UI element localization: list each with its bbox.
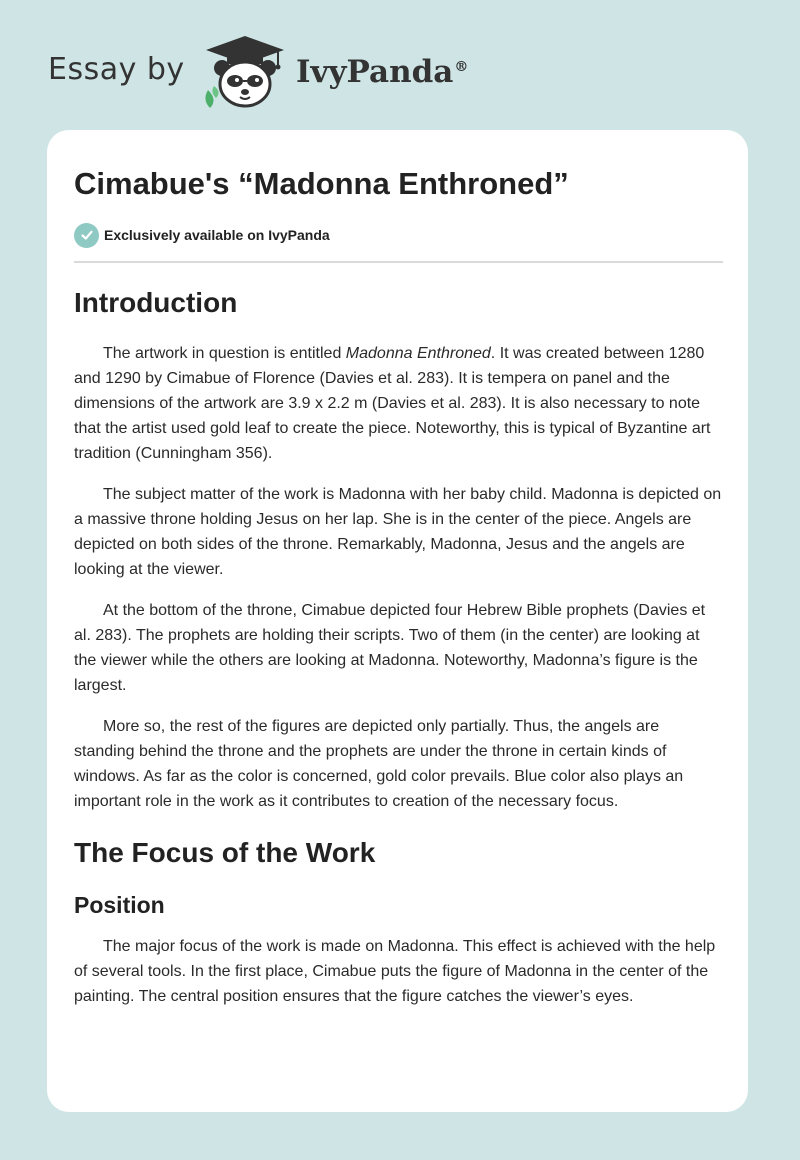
- page-title: Cimabue's “Madonna Enthroned”: [74, 166, 569, 201]
- essay-by-label: Essay by: [48, 52, 185, 87]
- paragraph-intro-1: The artwork in question is entitled Madonna Enthroned. It was created between 1280 and 1290 by Cimabue of Florence (Davies et al. 283). It is tempera on panel and the dimensions of the artwork are 3.9 x 2.2 m (Davies et al. 283). It is also necessary to note that the artist used gold leaf to create the piece. Noteworthy, this is typical of Byzantine art tradition (Cunningham 356).: [74, 345, 711, 462]
- panda-graduate-icon[interactable]: [200, 34, 290, 110]
- site-header: [48, 30, 488, 110]
- paragraph-intro-4: More so, the rest of the figures are depicted only partially. Thus, the angels are standing behind the throne and the prophets are under the throne in certain kinds of windows. As far as the color is concerned, gold color prevails. Blue color also plays an important role in the work as it contributes to creation of the necessary focus.: [74, 718, 684, 810]
- subsection-heading-position: Position: [74, 892, 165, 918]
- divider: [74, 261, 723, 263]
- article-card: [47, 130, 748, 1112]
- section-heading-focus: The Focus of the Work: [74, 837, 376, 868]
- check-icon: [74, 223, 99, 248]
- paragraph-position-1: The major focus of the work is made on Madonna. This effect is achieved with the help of several tools. In the first place, Cimabue puts the figure of Madonna in the center of the painting. The central position ensures that the figure catches the viewer’s eyes.: [74, 938, 716, 1005]
- section-heading-introduction: Introduction: [74, 287, 238, 318]
- article-content: [74, 130, 724, 1009]
- artwork-title-italic: Madonna Enthroned: [345, 345, 491, 362]
- registered-mark: ®: [454, 58, 469, 75]
- exclusive-label: Exclusively available on IvyPanda: [104, 227, 330, 243]
- paragraph-intro-2: The subject matter of the work is Madonna with her baby child. Madonna is depicted on a massive throne holding Jesus on her lap. She is in the center of the piece. Angels are depicted on both sides of the throne. Remarkably, Madonna, Jesus and the angels are looking at the viewer.: [74, 486, 722, 578]
- brand-name[interactable]: IvyPanda®: [296, 54, 469, 90]
- exclusive-badge: [74, 222, 724, 248]
- paragraph-intro-3: At the bottom of the throne, Cimabue depicted four Hebrew Bible prophets (Davies et al. 283). The prophets are holding their scripts. Two of them (in the center) are looking at the viewer while the others are looking at Madonna. Noteworthy, Madonna’s figure is the largest.: [74, 602, 706, 694]
